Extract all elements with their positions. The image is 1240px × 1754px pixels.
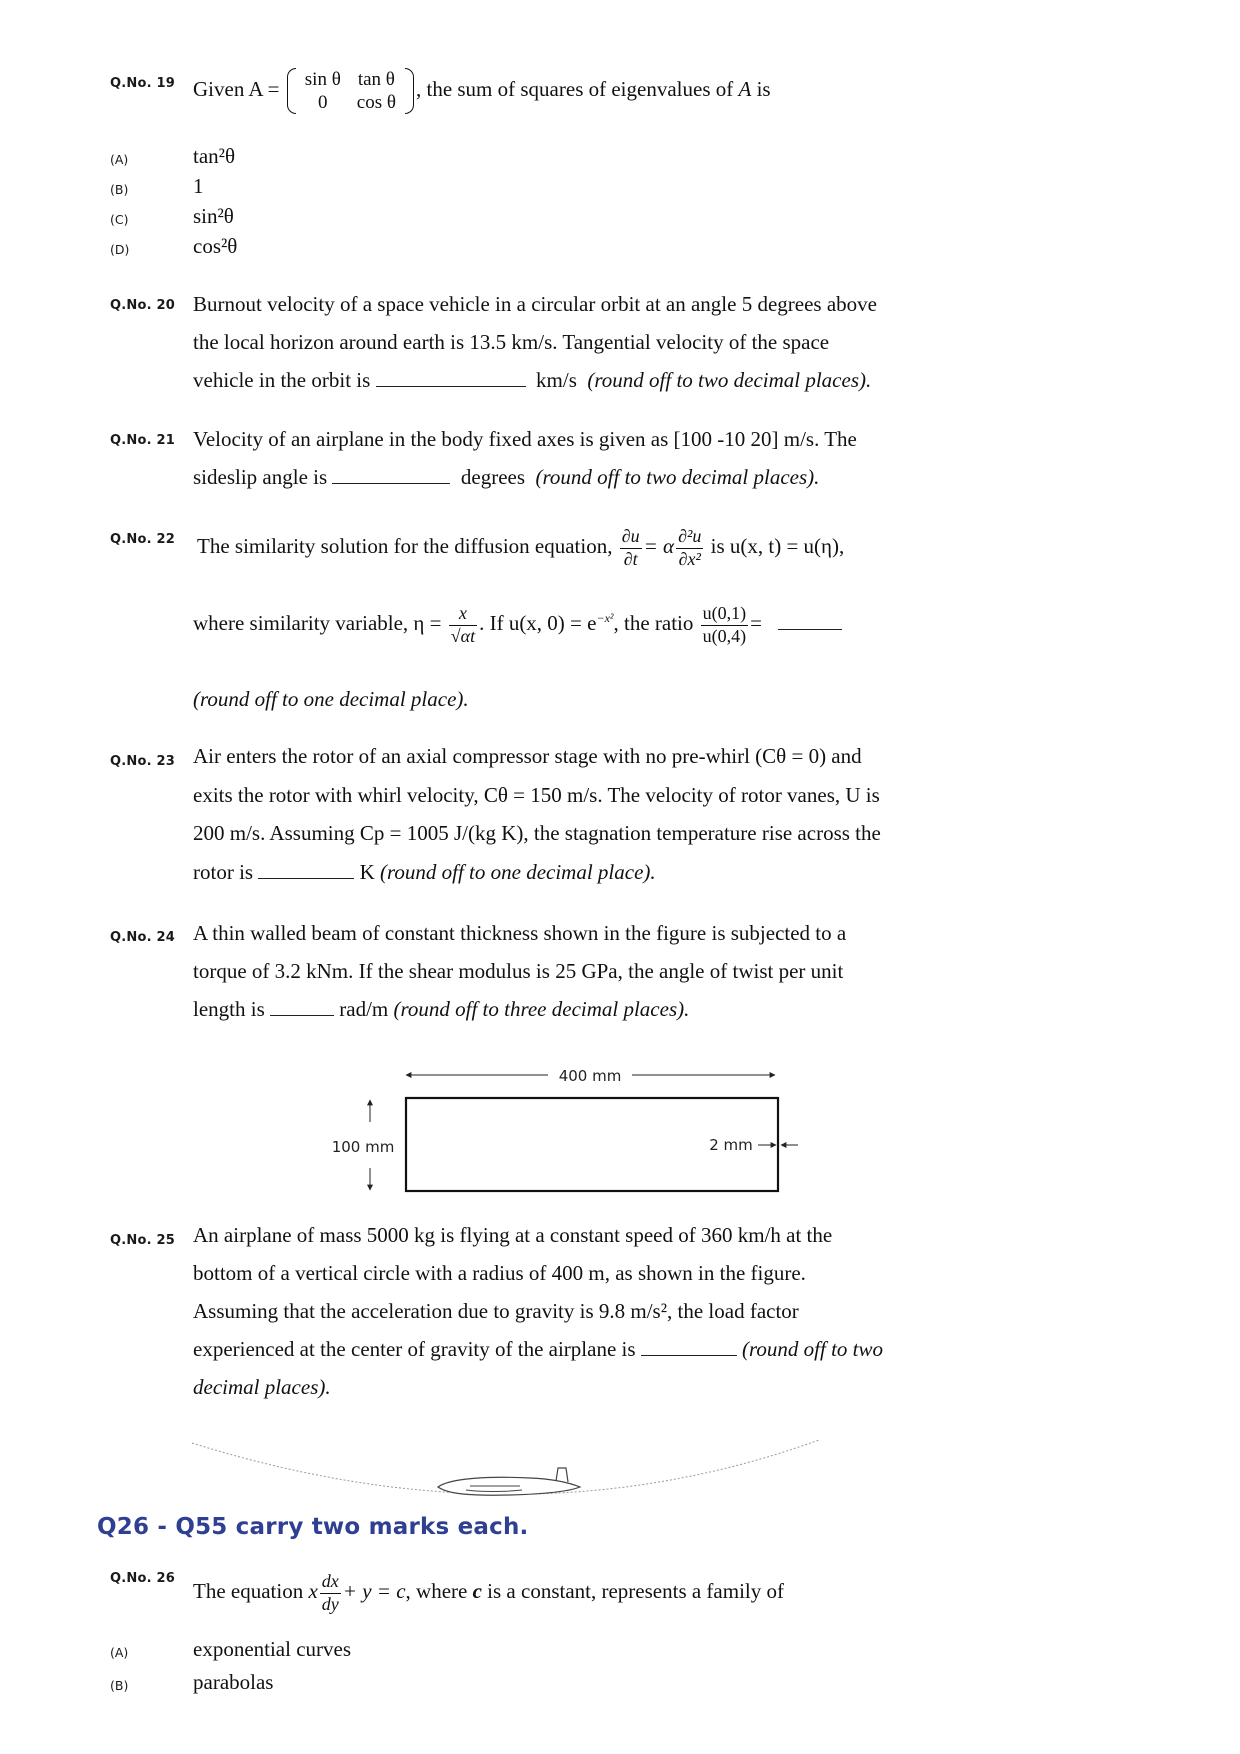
q19-lead: Given A = xyxy=(193,76,280,101)
thickness-dimension-label: 2 mm xyxy=(709,1136,753,1154)
q23-line: 200 m/s. Assuming Cp = 1005 J/(kg K), the stagnation temperature rise across the xyxy=(193,821,881,845)
q26-expr: + y = c xyxy=(342,1578,406,1603)
height-dimension-label: 100 mm xyxy=(331,1138,395,1156)
q22-text: is u(x, t) = u(η), xyxy=(710,533,845,558)
option-label: (A) xyxy=(110,1645,129,1660)
q22-text: . If u(x, 0) = e xyxy=(479,610,597,635)
q21-line: Velocity of an airplane in the body fixed axes is given as [100 -10 20] m/s. The xyxy=(193,427,857,451)
q23-unit: K xyxy=(359,860,375,884)
q26-text: is a constant, represents a family of xyxy=(487,1578,784,1603)
q25-line: Assuming that the acceleration due to gravity is 9.8 m/s², the load factor xyxy=(193,1299,799,1323)
fraction-numerator: u(0,1) xyxy=(701,603,749,626)
q21-text: sideslip angle is xyxy=(193,465,328,489)
q22-text: The similarity solution for the diffusion equation, xyxy=(197,533,613,558)
q23-instruction: (round off to one decimal place). xyxy=(380,860,656,884)
airplane-icon xyxy=(438,1468,580,1495)
q22-text: , the ratio xyxy=(613,610,694,635)
fraction-denominator: dy xyxy=(321,1593,339,1614)
question-number: Q.No. 24 xyxy=(110,930,175,945)
question-number: Q.No. 21 xyxy=(110,433,175,448)
option-value: sin²θ xyxy=(193,204,234,228)
option-value: cos²θ xyxy=(193,234,238,258)
q20-line: Burnout velocity of a space vehicle in a circular orbit at an angle 5 degrees above xyxy=(193,292,877,316)
option-label: (C) xyxy=(110,212,129,227)
alpha: = α xyxy=(643,533,675,558)
option-value: 1 xyxy=(193,174,204,198)
fraction-denominator: ∂t xyxy=(623,548,638,569)
q20-unit: km/s xyxy=(536,368,577,392)
question-number: Q.No. 25 xyxy=(110,1233,175,1248)
q23-line: Air enters the rotor of an axial compressor stage with no pre-whirl (Cθ = 0) and xyxy=(193,744,862,768)
q26-line xyxy=(193,1571,784,1615)
question-number: Q.No. 19 xyxy=(110,76,175,91)
q25-instruction: (round off to two xyxy=(742,1337,884,1361)
fraction-numerator: ∂²u xyxy=(676,526,703,549)
q20-line: the local horizon around earth is 13.5 km/s. Tangential velocity of the space xyxy=(193,330,830,354)
q23-line: exits the rotor with whirl velocity, Cθ = 150 m/s. The velocity of rotor vanes, U is xyxy=(193,783,880,807)
q25-text: experienced at the center of gravity of the airplane is xyxy=(193,1337,636,1361)
option-value: tan²θ xyxy=(193,144,236,168)
matrix-cell: cos θ xyxy=(356,92,396,113)
q26-var: x xyxy=(308,1578,318,1603)
question-number: Q.No. 23 xyxy=(110,754,175,769)
fraction-numerator: ∂u xyxy=(620,526,642,549)
q23-text: rotor is xyxy=(193,860,254,884)
question-number: Q.No. 26 xyxy=(110,1571,175,1586)
option-label: (B) xyxy=(110,1678,129,1693)
fraction-numerator: dx xyxy=(320,1571,341,1594)
option-label: (A) xyxy=(110,152,129,167)
q25-line: decimal places). xyxy=(193,1375,331,1399)
q26-text: , where xyxy=(405,1578,468,1603)
q24-text: length is xyxy=(193,997,265,1021)
option-value: exponential curves xyxy=(193,1637,352,1661)
q25-line: An airplane of mass 5000 kg is flying at a constant speed of 360 km/h at the xyxy=(193,1223,833,1247)
q22-instruction: (round off to one decimal place). xyxy=(193,687,469,711)
question-number: Q.No. 20 xyxy=(110,298,175,313)
fraction-denominator: ∂x² xyxy=(678,548,701,569)
q21-instruction: (round off to two decimal places). xyxy=(535,465,820,489)
equals: = xyxy=(750,610,762,635)
q20-instruction: (round off to two decimal places). xyxy=(587,368,872,392)
q24-line: A thin walled beam of constant thickness shown in the figure is subjected to a xyxy=(193,921,847,945)
q19-tail-end: is xyxy=(756,76,771,101)
q21-unit: degrees xyxy=(460,465,526,489)
option-label: (D) xyxy=(110,242,130,257)
width-dimension-label: 400 mm xyxy=(558,1067,622,1085)
q26-text: The equation xyxy=(193,1578,304,1603)
q22-text: where similarity variable, η = xyxy=(193,610,442,635)
question-number: Q.No. 22 xyxy=(110,532,175,547)
section-heading: Q26 - Q55 carry two marks each. xyxy=(97,1514,529,1540)
dx-dy-fraction xyxy=(320,1571,341,1615)
q19-tail-var: A xyxy=(738,76,752,101)
matrix-cell: tan θ xyxy=(357,69,395,90)
matrix-cell: sin θ xyxy=(304,69,341,90)
q24-line: torque of 3.2 kNm. If the shear modulus is 25 GPa, the angle of twist per unit xyxy=(193,959,844,983)
fraction-denominator: u(0,4) xyxy=(702,625,747,646)
answer-blank[interactable] xyxy=(641,1339,737,1356)
fraction-numerator: x xyxy=(449,603,477,626)
matrix-cell: 0 xyxy=(318,92,328,113)
q25-line xyxy=(193,1339,883,1360)
option-value: parabolas xyxy=(193,1670,274,1694)
q25-line: bottom of a vertical circle with a radius of 400 m, as shown in the figure. xyxy=(193,1261,806,1285)
q26-const: c xyxy=(472,1578,482,1603)
fraction-denominator: √αt xyxy=(450,625,476,646)
q20-text: vehicle in the orbit is xyxy=(193,368,371,392)
q19-tail: , the sum of squares of eigenvalues of xyxy=(415,76,734,101)
q24-instruction: (round off to three decimal places). xyxy=(393,997,690,1021)
exponent: −x² xyxy=(596,610,614,625)
option-label: (B) xyxy=(110,182,129,197)
q24-unit: rad/m xyxy=(339,997,389,1021)
